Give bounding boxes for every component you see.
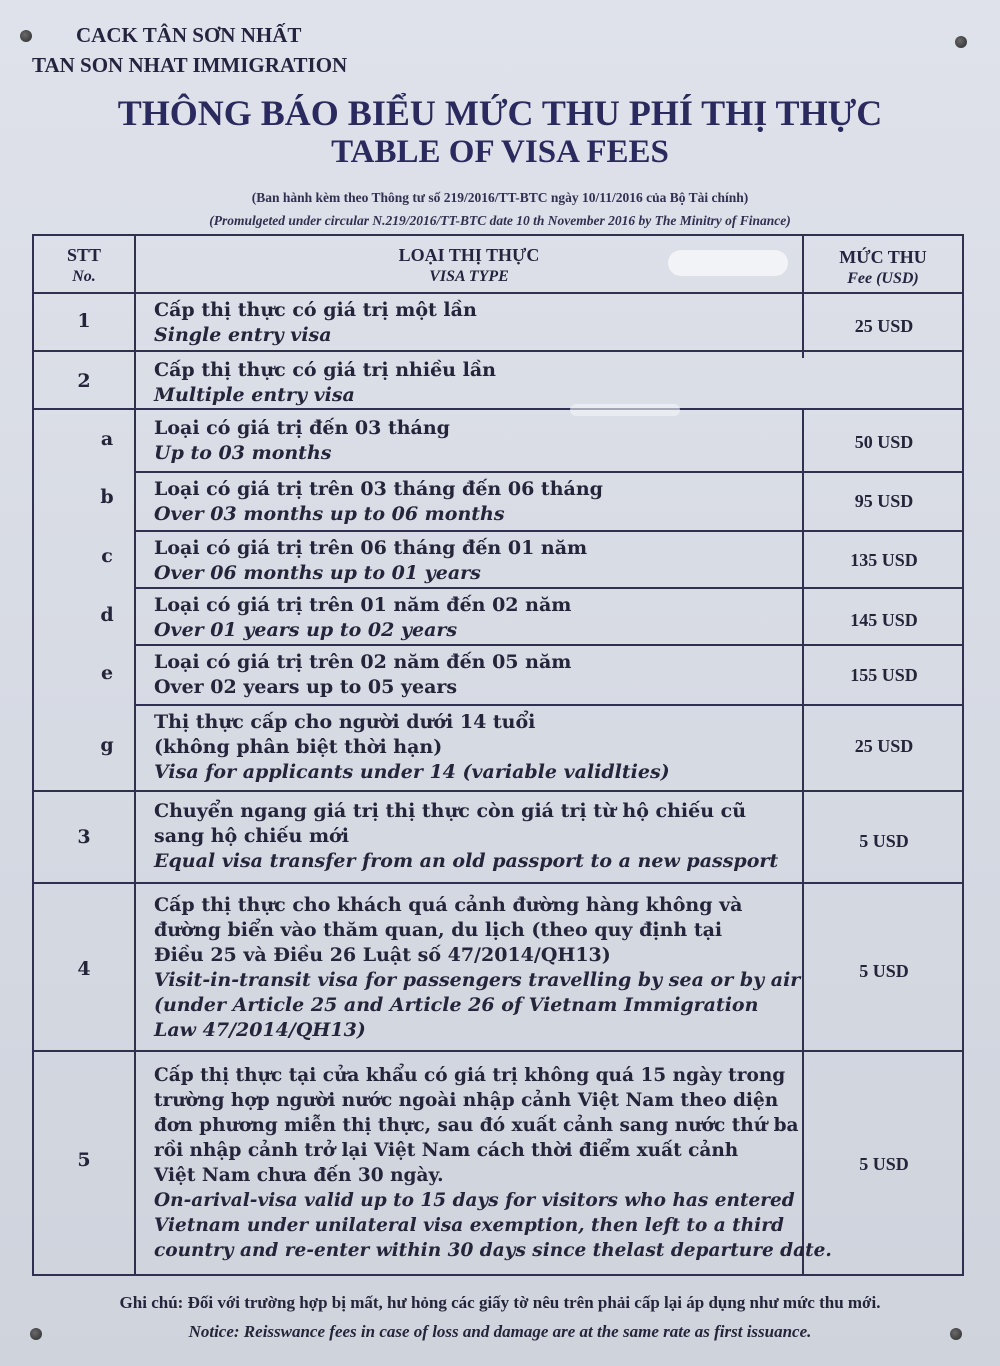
- table-row: Loại có giá trị trên 03 tháng đến 06 tháng Over 03 months up to 06 months: [154, 478, 603, 525]
- page-title-en: TABLE OF VISA FEES: [331, 134, 669, 170]
- row-number: g: [100, 734, 114, 756]
- fee-value: 135 USD: [850, 550, 918, 570]
- header-no: [34, 244, 134, 288]
- header-fee: [804, 246, 962, 290]
- header-type-en: VISA TYPE: [429, 268, 509, 285]
- table-row: Loại có giá trị trên 02 năm đến 05 năm Over 02 years up to 05 years: [154, 651, 572, 698]
- footer-note-en: Notice: Reisswance fees in case of loss and damage are at the same rate as first issuance.: [188, 1322, 812, 1341]
- table-row: Loại có giá trị đến 03 tháng Up to 03 months: [154, 417, 450, 464]
- header-type-vi: LOẠI THỊ THỰC: [398, 245, 540, 265]
- table-row: Loại có giá trị trên 01 năm đến 02 năm Over 01 years up to 02 years: [154, 594, 572, 641]
- subtitle-vi: (Ban hành kèm theo Thông tư số 219/2016/TT-BTC ngày 10/11/2016 của Bộ Tài chính): [251, 190, 749, 205]
- visa-fee-table: [32, 234, 964, 1276]
- row-number: 1: [77, 310, 91, 332]
- row-number: a: [100, 428, 114, 450]
- screw-icon: [20, 30, 32, 42]
- table-row: Chuyển ngang giá trị thị thực còn giá trị từ hộ chiếu cũ sang hộ chiếu mới Equal visa transfer from an old passport to a new passport: [154, 800, 779, 872]
- row-number: e: [100, 662, 114, 684]
- table-row: Cấp thị thực cho khách quá cảnh đường hàng không và đường biển vào thăm quan, du lịch (theo quy định tại Điều 25 và Điều 26 Luật số 47/2014/QH13) Visit-in-transit visa for passengers travelling by sea or by air (under Article 25 and Article 26 of Vietnam Immigration Law 47/2014/QH13): [154, 894, 801, 1041]
- fee-value: 25 USD: [854, 316, 914, 336]
- screw-icon: [955, 36, 967, 48]
- header-fee-vi: MỨC THU: [839, 247, 927, 267]
- fee-value: 155 USD: [850, 665, 918, 685]
- row-number: 4: [77, 958, 91, 980]
- office-header: [32, 20, 347, 80]
- glare: [668, 250, 788, 276]
- footer-note-vi: Ghi chú: Đối với trường hợp bị mất, hư hỏng các giấy tờ nêu trên phải cấp lại áp dụng như mức thu mới.: [119, 1293, 881, 1312]
- table-row: Thị thực cấp cho người dưới 14 tuổi (không phân biệt thời hạn) Visa for applicants under 14 (variable validlties): [154, 711, 670, 783]
- row-number: b: [100, 486, 114, 508]
- fee-value: 145 USD: [850, 610, 918, 630]
- table-row: Loại có giá trị trên 06 tháng đến 01 năm Over 06 months up to 01 years: [154, 537, 588, 584]
- fee-value: 25 USD: [854, 736, 914, 756]
- row-number: d: [100, 604, 114, 626]
- row-number: c: [101, 545, 113, 567]
- page-title-vi: THÔNG BÁO BIỂU MỨC THU PHÍ THỊ THỰC: [117, 93, 883, 133]
- fee-value: 50 USD: [854, 432, 914, 452]
- fee-value: 5 USD: [859, 1154, 909, 1174]
- fee-value: 5 USD: [859, 961, 909, 981]
- header-no-vi: STT: [66, 245, 102, 265]
- office-name-vi: CACK TÂN SƠN NHẤT: [76, 23, 302, 47]
- header-fee-en: Fee (USD): [847, 270, 919, 287]
- glare: [570, 404, 680, 416]
- subtitle-en: (Promulgeted under circular N.219/2016/TT-BTC date 10 th November 2016 by The Minitry of Finance): [209, 213, 791, 228]
- table-row: Cấp thị thực có giá trị một lần Single entry visa: [154, 299, 477, 346]
- office-name-en: TAN SON NHAT IMMIGRATION: [32, 53, 348, 77]
- table-row: Cấp thị thực tại cửa khẩu có giá trị không quá 15 ngày trong trường hợp người nước ngoài nhập cảnh Việt Nam theo diện đơn phương miễn thị thực, sau đó xuất cảnh sang nước thứ ba rồi nhập cảnh trở lại Việt Nam cách thời điểm xuất cảnh Việt Nam chưa đến 30 ngày. On-arival-visa valid up to 15 days for visitors who has entered Vietnam under unilateral visa exemption, then left to a third country and re-enter within 30 days since thelast departure date.: [154, 1065, 832, 1261]
- fee-value: 95 USD: [854, 491, 914, 511]
- row-number: 3: [77, 826, 91, 848]
- table-row: Cấp thị thực có giá trị nhiều lần Multiple entry visa: [154, 359, 496, 406]
- row-number: 2: [77, 370, 91, 392]
- header-no-en: No.: [72, 268, 96, 285]
- fee-value: 5 USD: [859, 831, 909, 851]
- row-number: 5: [77, 1149, 91, 1171]
